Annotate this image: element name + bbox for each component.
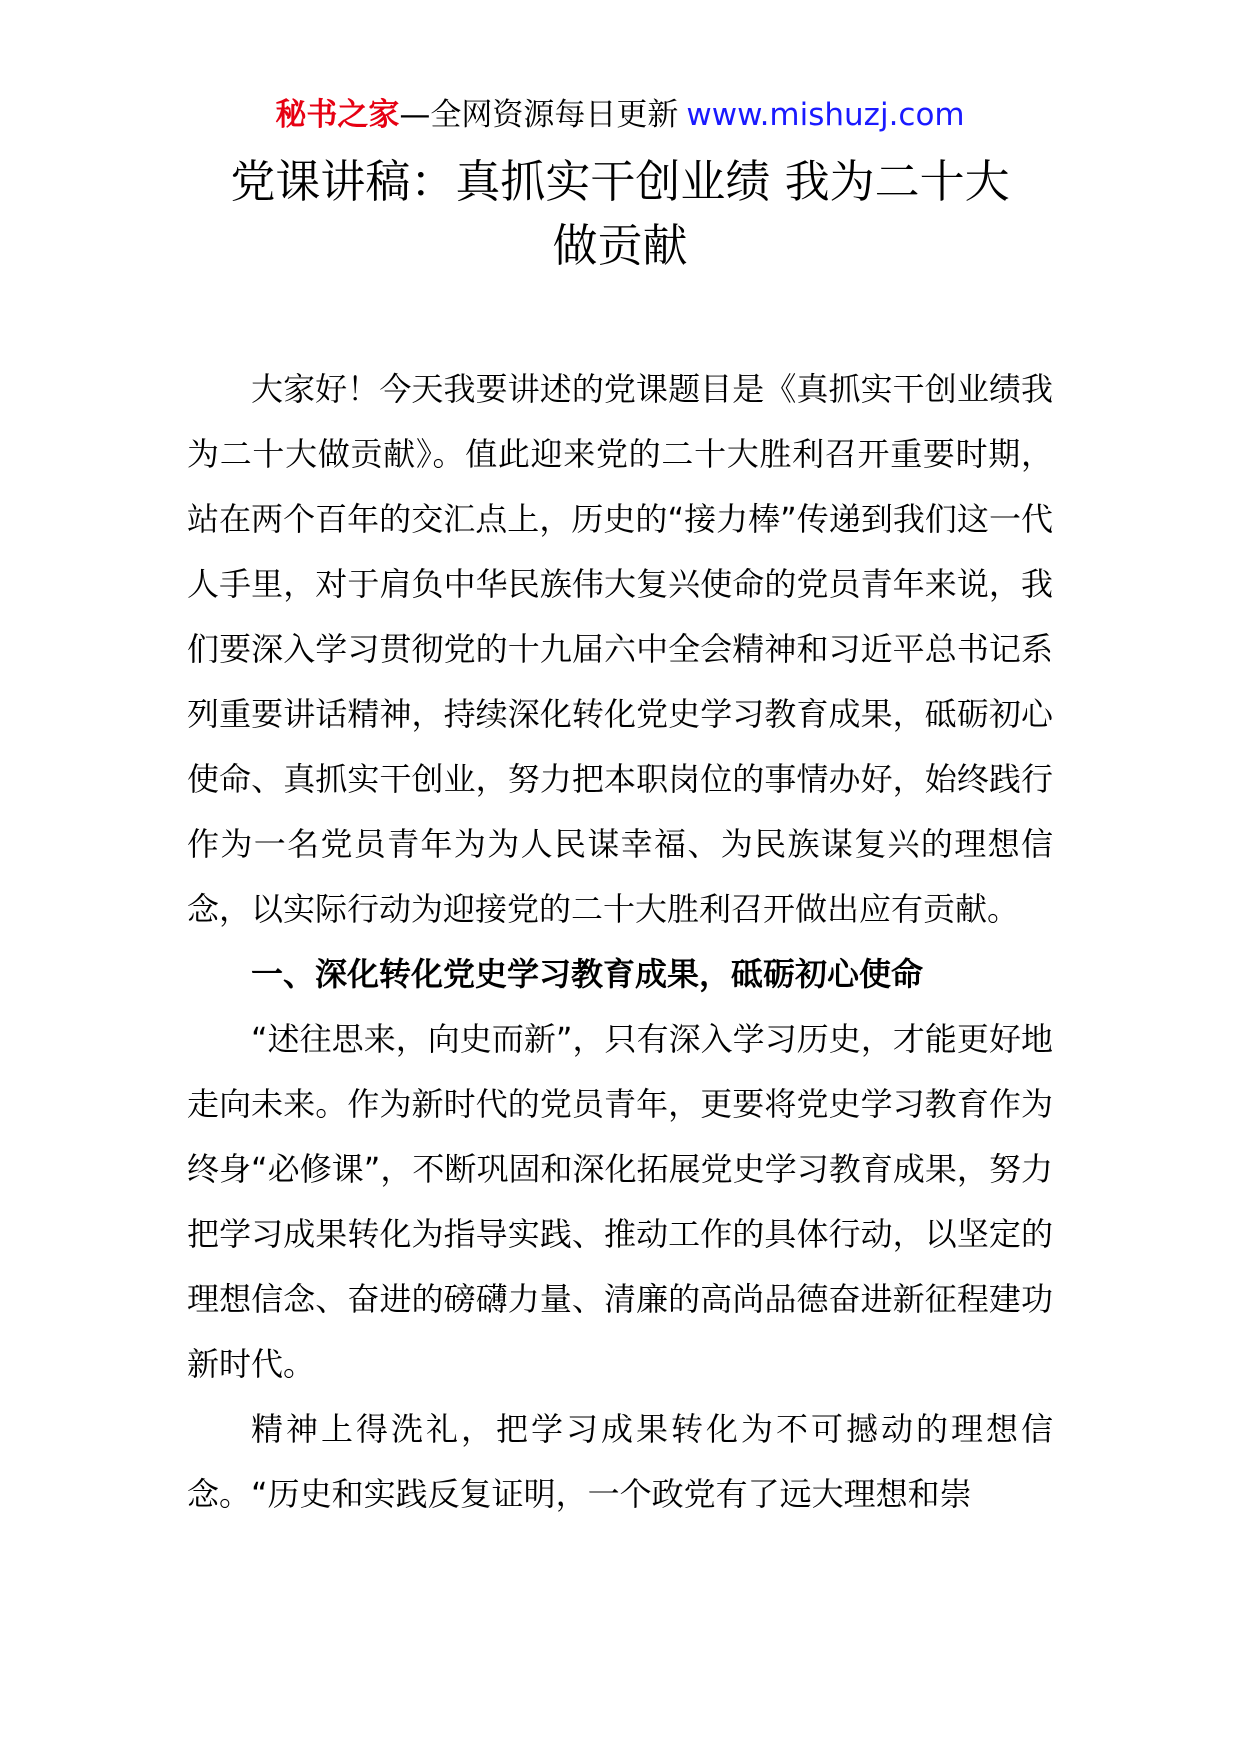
site-tagline: —全网资源每日更新 [399,97,679,133]
paragraph: 精神上得洗礼，把学习成果转化为不可撼动的理想信念。“历史和实践反复证明，一个政党有了远大理想和崇 [187,1410,1053,1513]
title-line-1: 党课讲稿：真抓实干创业绩 我为二十大 [230,155,1010,208]
site-brand: 秘书之家 [275,97,400,133]
title-line-2: 做贡献 [552,219,688,272]
document-title [0,150,1240,278]
site-header [0,90,1240,140]
paragraph-intro: 大家好！今天我要讲述的党课题目是《真抓实干创业绩我为二十大做贡献》。值此迎来党的二十大胜利召开重要时期，站在两个百年的交汇点上，历史的“接力棒”传递到我们这一代人手里，对于肩负中华民族伟大复兴使命的党员青年来说，我们要深入学习贯彻党的十九届六中全会精神和习近平总书记系列重要讲话精神，持续深化转化党史学习教育成果，砥砺初心使命、真抓实干创业，努力把本职岗位的事情办好，始终践行作为一名党员青年为为人民谋幸福、为民族谋复兴的理想信念，以实际行动为迎接党的二十大胜利召开做出应有贡献。 [187,370,1053,928]
site-url-link[interactable]: www.mishuzj.com [686,97,965,133]
section-heading: 一、深化转化党史学习教育成果，砥砺初心使命 [251,955,924,993]
document-body [187,357,1053,1527]
paragraph: “述往思来，向史而新”，只有深入学习历史，才能更好地走向未来。作为新时代的党员青年，更要将党史学习教育作为终身“必修课”，不断巩固和深化拓展党史学习教育成果，努力把学习成果转化为指导实践、推动工作的具体行动，以坚定的理想信念、奋进的磅礴力量、清廉的高尚品德奋进新征程建功新时代。 [187,1020,1053,1383]
